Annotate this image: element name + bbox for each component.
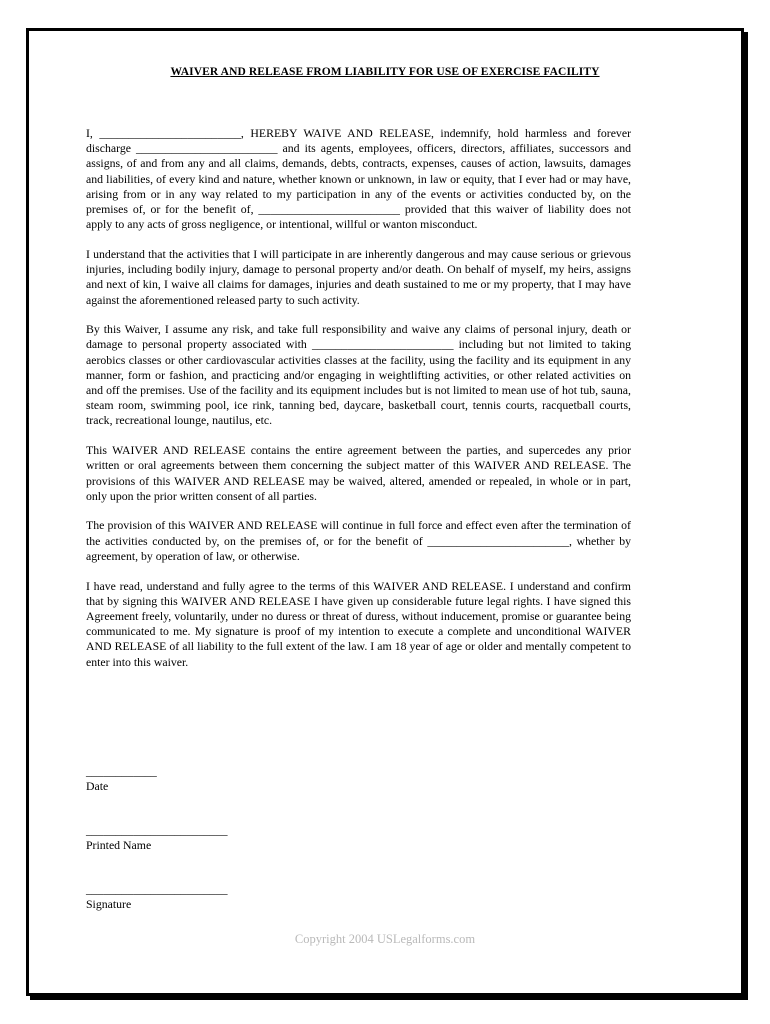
date-block [86, 764, 157, 794]
document-body [86, 126, 631, 684]
paragraph-assumption-of-risk: By this Waiver, I assume any risk, and take full responsibility and waive any claims of personal injury, death or damage to personal property associated with ________________________ including but not limited to taking aerobics classes or other cardiovascular activities classes at the facility, using the facility and its equipment in any manner, form or fashion, and practicing and/or engaging in weightlifting activities, or other related activities on and off the premises. Use of the facility and its equipment includes but is not limited to mean use of hot tub, sauna, steam room, swimming pool, ice rink, tanning bed, daycare, basketball court, tennis courts, racquetball courts, track, recreational lounge, nautilus, etc. [86, 322, 631, 428]
signature-block [86, 882, 228, 912]
paragraph-waiver: I, ________________________, HEREBY WAIVE AND RELEASE, indemnify, hold harmless and forever discharge ________________________ and its agents, employees, officers, directors, affiliates, successors and assigns, of and from any and all claims, demands, debts, contracts, expenses, causes of action, lawsuits, damages and liabilities, of every kind and nature, whether known or unknown, in law or equity, that I ever had or may have, arising from or in any way related to my participation in any of the events or activities conducted by, on the premises of, or for the benefit of, ________________________ provided that this waiver of liability does not apply to any acts of gross negligence, or intentional, willful or wanton misconduct. [86, 126, 631, 232]
printed-name-label: Printed Name [86, 838, 152, 852]
signature-label: Signature [86, 897, 132, 911]
paragraph-understanding: I understand that the activities that I will participate in are inherently dangerous and may cause serious or grievous injuries, including bodily injury, damage to personal property and/or death. On behalf of myself, my heirs, assigns and next of kin, I waive all claims for damages, injuries and death sustained to me or my property, that I may have against the aforementioned released party to such activity. [86, 246, 631, 307]
paragraph-continuation: The provision of this WAIVER AND RELEASE will continue in full force and effect even after the termination of the activities conducted by, on the premises of, or for the benefit of ________________________, whether by agreement, by operation of law, or otherwise. [86, 518, 631, 563]
copyright-footer: Copyright 2004 USLegalforms.com [294, 932, 476, 946]
paragraph-entire-agreement: This WAIVER AND RELEASE contains the entire agreement between the parties, and supercedes any prior written or oral agreements between them concerning the subject matter of this WAIVER AND RELEASE. The provisions of this WAIVER AND RELEASE may be waived, altered, amended or repealed, in whole or in part, only upon the prior written consent of all parties. [86, 443, 631, 503]
document-title: WAIVER AND RELEASE FROM LIABILITY FOR USE OF EXERCISE FACILITY [170, 66, 600, 78]
signature-line[interactable]: ________________________ [86, 882, 228, 896]
date-label: Date [86, 779, 109, 793]
paragraph-acknowledgement: I have read, understand and fully agree to the terms of this WAIVER AND RELEASE. I understand and confirm that by signing this WAIVER AND RELEASE I have given up considerable future legal rights. I have signed this Agreement freely, voluntarily, under no duress or threat of duress, without inducement, promise or guarantee being communicated to me. My signature is proof of my intention to execute a complete and unconditional WAIVER AND RELEASE of all liability to the full extent of the law. I am 18 year of age or older and mentally competent to enter into this waiver. [86, 578, 631, 669]
printed-name-block [86, 823, 228, 853]
printed-name-line[interactable]: ________________________ [86, 823, 228, 837]
date-line[interactable]: ____________ [86, 764, 157, 778]
